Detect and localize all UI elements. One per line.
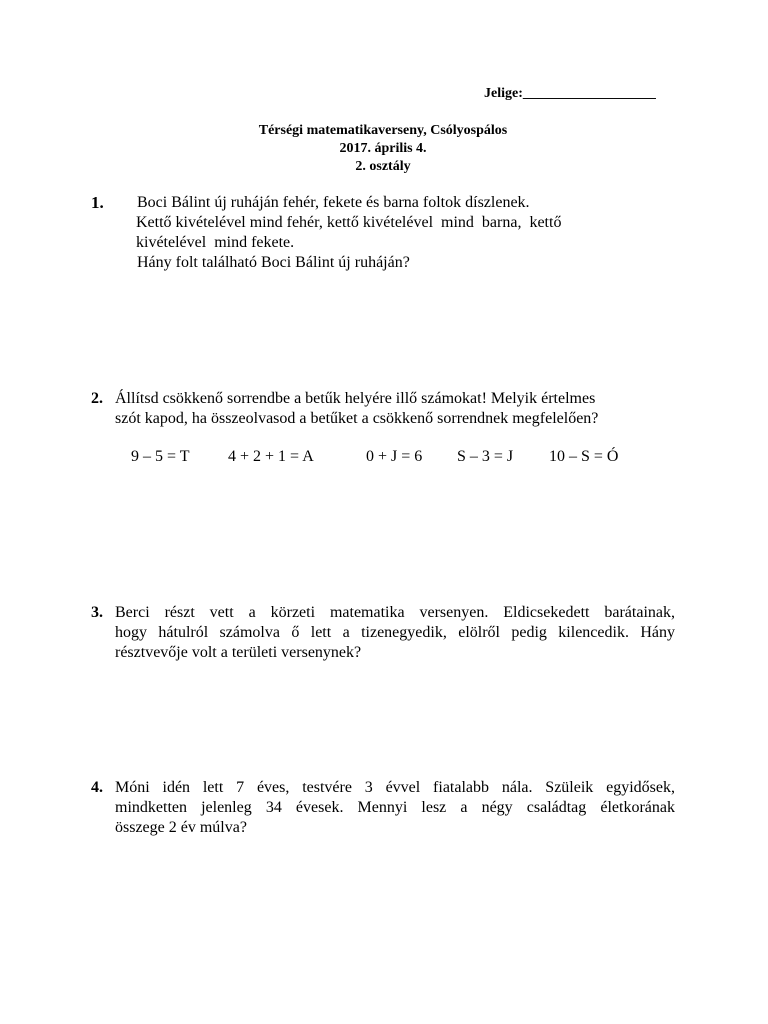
task-text-line: szót kapod, ha összeolvasod a betűket a csökkenő sorrendnek megfelelően? (115, 410, 599, 427)
task-4 (91, 778, 676, 844)
task-text-line: Kettő kivételével mind fehér, kettő kivételével mind barna, kettő (136, 214, 562, 231)
task-text-line: Móni idén lett 7 éves, testvére 3 évvel fiatalabb nála. Szüleik egyidősek, (115, 779, 675, 796)
task-text-line: résztvevője volt a területi versenynek? (115, 644, 362, 661)
jelige-field: Jelige:___________________ (484, 86, 656, 101)
task-number: 3. (91, 604, 103, 621)
task-text-line: Berci részt vett a körzeti matematika versenyen. Eldicsekedett barátainak, (115, 604, 675, 621)
task-text-line: hogy hátulról számolva ő lett a tizenegyedik, elölről pedig kilencedik. Hány (115, 624, 675, 641)
equation: 0 + J = 6 (366, 448, 423, 465)
competition-title: Térségi matematikaverseny, Csólyospálos (258, 123, 508, 138)
equation: 9 – 5 = T (131, 448, 190, 465)
task-text-line: Boci Bálint új ruháján fehér, fekete és barna foltok díszlenek. (137, 194, 530, 211)
task-text-line: kivételével mind fekete. (136, 234, 295, 251)
equation: S – 3 = J (457, 448, 514, 465)
document-header (0, 122, 768, 176)
task-text-line: Állítsd csökkenő sorrendbe a betűk helyére illő számokat! Melyik értelmes (115, 390, 596, 407)
task-text-line: Hány folt található Boci Bálint új ruháján? (137, 254, 410, 271)
competition-date: 2017. április 4. (339, 141, 427, 156)
task-3 (91, 603, 676, 669)
task-2 (91, 389, 681, 439)
task-text-line: összege 2 év múlva? (115, 819, 247, 836)
task-1 (91, 193, 651, 283)
equation-row (0, 448, 768, 468)
equation: 4 + 2 + 1 = A (228, 448, 314, 465)
task-number: 4. (91, 779, 103, 796)
task-number: 2. (91, 390, 103, 407)
equation: 10 – S = Ó (549, 448, 619, 465)
grade-label: 2. osztály (355, 159, 411, 174)
task-text-line: mindketten jelenleg 34 évesek. Mennyi lesz a négy családtag életkorának (115, 799, 675, 816)
task-number: 1. (91, 193, 104, 212)
